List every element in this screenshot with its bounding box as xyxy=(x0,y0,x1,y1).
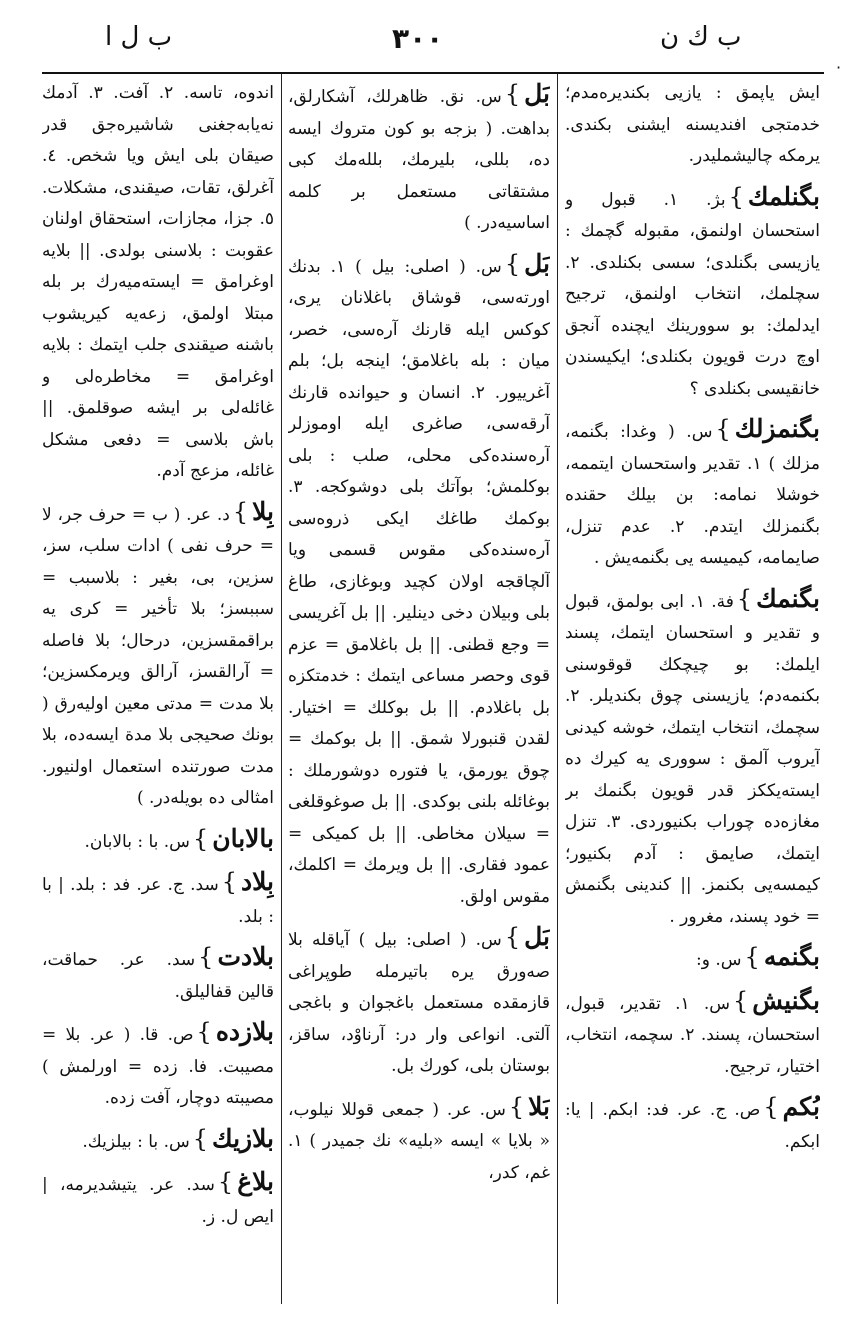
entry-body: قوشاق باغلانان يرى، كوكس ايلە قارنك آرەسى، خصر، ميان : بلە باغلامق؛ اينجە بل؛ بلم آغرييور. ٢. انسان و حيواندە قارنك آرقەسى، صاغرى ايلە اوموزلر آرەسندەكى محلى، صلب : بلى بوكلمش؛ بوآتك بلى دوشوكجە. ٣. بوكمك طاغك ايكى ذروەسى آرەسندەكى مقوس قسمى ويا آلچاقجە اولان كچيد وبوغازى، طاغ بلى وبيلان دخى دينلير. || بل آغريسى = وجع قطنى. || بل باغلامق = عزم قوى وحصر مساعى ايتمك : خدمتكزە بل باغلادم. || بل بوكلك = اختيار. لقدن قنبورلا شمق. || بل بوكمك = چوق يورمق، يا فتورە دوشورملك : بوغائلە بلنى بوكدى. || بل صوغوقلغى = سيلان مخاطى. || بل كميكى = عمود فقارى. || بل ويرمك = اكلمك، مقوس اولق. xyxy=(288,288,550,907)
dictionary-entry xyxy=(565,985,820,1084)
right-column xyxy=(565,78,820,1303)
dictionary-entry xyxy=(565,1091,820,1158)
entry-info: س. با : بيلزيك. xyxy=(82,1131,190,1152)
entry-brace: } xyxy=(196,1018,212,1046)
entry-info: ص. ج. عر. فد: ابكم. xyxy=(602,1100,761,1120)
entry-brace: } xyxy=(504,80,521,108)
left-column xyxy=(42,78,274,1303)
entry-info: بژ. ١. قبول و استحسان اولنمق، xyxy=(565,189,820,241)
entry-headword: بالابان xyxy=(212,823,274,853)
entry-headword: بِلاد xyxy=(241,867,274,896)
entry-info: س. ( وغدا: بگنمە، مزلك ) ١. تقدير xyxy=(565,422,820,474)
dictionary-entry xyxy=(288,1091,550,1190)
dictionary-entry xyxy=(42,823,274,859)
entry-brace: } xyxy=(198,943,214,971)
entry-brace: } xyxy=(504,249,521,278)
header-rule xyxy=(42,72,824,74)
entry-headword: بَل xyxy=(524,79,550,108)
header-left-letters: ب ل ا xyxy=(105,22,173,52)
entry-info: ص. قا. ( عر. بلا = مصيبت. فا. زدە = اورلمش ) مصيبتە دوچار، xyxy=(42,1025,274,1108)
entry-headword: بلاغ xyxy=(237,1167,274,1196)
entry-headword: بگنلمك xyxy=(747,181,820,211)
margin-mark: · xyxy=(836,58,842,77)
entry-brace: } xyxy=(728,182,744,211)
entry-headword: بگنمك xyxy=(756,583,820,613)
entry-headword: بُكم xyxy=(782,1092,820,1121)
dictionary-entry xyxy=(42,1166,274,1233)
column-divider-left xyxy=(281,74,282,1304)
entry-body: سچمە، انتخاب، اختيار، ترجيح. xyxy=(565,1025,820,1077)
entry-brace: } xyxy=(744,943,760,971)
entry-headword: بلازدە xyxy=(215,1017,274,1046)
entry-body: | با : بلد. xyxy=(42,875,274,927)
entry-info: س. و: xyxy=(696,950,742,970)
entry-info: س. با : بالابان. xyxy=(84,831,190,852)
header-right-letters: ب ك ن xyxy=(660,22,742,52)
entry-body: | يا: ابكم. xyxy=(565,1100,820,1152)
page-number: ٣٠٠ xyxy=(392,22,444,55)
dictionary-entry xyxy=(42,866,274,933)
entry-info: س. نق. ظاهرلك، آشكارلق، بداهت. xyxy=(288,87,550,139)
entry-brace: } xyxy=(192,1124,209,1153)
entry-brace: } xyxy=(763,1093,779,1121)
entry-info: سد. ج. عر. فد : بلد. xyxy=(70,875,219,895)
entry-body: آفت زدە. xyxy=(104,1088,170,1108)
entry-headword: بَلا xyxy=(528,1091,550,1121)
entry-info: سد. عر. حماقت، قالين قفاليلق. xyxy=(42,950,274,1002)
column-divider-right xyxy=(557,74,558,1304)
dictionary-entry xyxy=(565,941,820,977)
entry-info: سد. عر. يتيشديرمە، xyxy=(60,1175,215,1195)
dictionary-entry xyxy=(565,181,820,406)
entry-headword: بَل xyxy=(524,248,550,278)
entry-info: س. ١. تقدير، قبول، استحسان، پسند. ٢. xyxy=(565,993,820,1045)
dictionary-entry xyxy=(565,583,820,934)
entry-brace: } xyxy=(217,1168,234,1196)
entry-body: اندوه، تاسە. ٢. آفت. ٣. آدمك نەيابەجغنى شاشيرەجق قدر صيقان بلى ايش ويا شخص. ٤. آغرلق، تقات، صيقندى، مشكلات. ٥. جزا، مجازات، استحقاق اولنان عقوبت : بلاسنى بولدى. || بلايە اوغرامق = ايستەميەرك بر بلە مبتلا اولمق، زعەيە كيريشوب باشنە صيقندى جلب ايتمك : بلايە اوغرامق = مخاطرەلى و غائلەلى بر ايشە صوقلمق. || باش بلاسى = دفعى مشكل غائلە، مزعج آدم. xyxy=(42,83,274,481)
entry-body: سز، سزين، بى، بغير : بلاسبب = سببسز؛ بلا تأخير = كرى يە براقمقسزين، درحال؛ بلا فاصلە = آرالقسز، آرالق ويرمكسزين؛ بلا مدت = مدتى معين اوليەرق ( بونك صحيجى بلا مدة ايسەدە، بلا مدت صورتندە استعمال اولنيور. امثالى دە بويلەدر. ) xyxy=(42,536,274,808)
entry-brace: } xyxy=(232,497,249,526)
dictionary-entry xyxy=(42,941,274,1008)
entry-body: استحسان ايتمك، پسند ايلمك: بو چيچكك قوقوسنى بكنمەدم؛ يازيسنى چوق بكنديلر. ٢. سچمك، انتخاب ايتمك، خوشە كيدنى آيروب آلمق : سوورى يە كيرك دە ايستەيككز قدر قويون بگنمك بر مغازەدە چوراب بكنيوردى. ٣. تنزل ايتمك، صايمق : آدم بكنيور؛ كيمسەيى بكنمز. || كندينى بگنمش = خود پسند، مغرور . xyxy=(565,623,820,927)
entry-body: | ايص ل. ز. xyxy=(42,1175,274,1227)
entry-info: د. عر. ( ب = حرف جر، لا = حرف نفى ) ادات سلب، xyxy=(42,504,274,556)
entry-brace: } xyxy=(508,1092,525,1121)
entry-body: ايش ياپمق : يازيى بكنديرەمدم؛ خدمتجى افنديسنە ايشنى بكندى. يرمكە چاليشمليدر. xyxy=(565,83,820,166)
entry-brace: } xyxy=(221,868,237,896)
entry-brace: } xyxy=(192,824,209,853)
entry-brace: } xyxy=(736,584,753,613)
dictionary-entry xyxy=(288,921,550,1083)
middle-column xyxy=(288,78,550,1303)
dictionary-entry xyxy=(42,496,274,815)
entry-body: «بليه» نك جميدر ) ١. غم، كدر، xyxy=(288,1131,550,1183)
entry-headword: بِلا xyxy=(252,496,274,526)
entry-body: واستحسان ايتممە، خوشلا نمامە: بن بيلك حقندە بگنمزلك ايتدم. ٢. عدم تنزل، صايمامە، كيميسە يى بگنمەيش . xyxy=(565,453,820,568)
dictionary-entry xyxy=(288,248,550,914)
entry-headword: بلازيك xyxy=(212,1123,274,1153)
entry-body: مقبولە گچمك : يازيسى بگنلدى؛ سسى بكنلدى. ٢. سچلمك، انتخاب اولنمق، ترجيح ايدلمك: بو سوورينك ايچندە آنجق اوچ درت قويون بكنلدى؛ ايكيسندن خانقيسى بكنلدى ؟ xyxy=(565,221,820,399)
entry-info: س. ( اصلى: بيل ) ١. بدنك اورتەسى، xyxy=(288,256,550,308)
entry-info: فة. ١. ابى بولمق، قبول و تقدير و xyxy=(565,591,820,643)
entry-brace: } xyxy=(715,415,731,443)
entry-headword: بگنمزلك xyxy=(734,414,820,443)
dictionary-entry xyxy=(565,78,820,173)
dictionary-entry xyxy=(42,78,274,488)
entry-brace: } xyxy=(504,923,521,951)
entry-info: س. عر. ( جمعى قوللا نيلوب، « بلايا » ايسە xyxy=(288,1099,550,1151)
entry-body: صەورق يرە باتيرملە طوپراغى قازمقدە مستعمل باغجوان و باغجى آلتى. انواعى وار در: آرناوْد، ساقز، بوستان بلى، كورك بل. xyxy=(288,961,550,1076)
entry-brace: } xyxy=(732,986,749,1015)
entry-info: س. ( اصلى: بيل ) آياقلە بلا xyxy=(288,930,502,950)
entry-headword: بگنيش xyxy=(752,985,820,1015)
entry-headword: بگنمە xyxy=(763,942,820,971)
dictionary-entry xyxy=(288,78,550,240)
entry-headword: بَل xyxy=(524,922,550,951)
dictionary-entry xyxy=(42,1016,274,1115)
dictionary-entry xyxy=(42,1123,274,1159)
entry-body: ( بزجە بو كون متروك ايسە دە، بللى، بليرمك، بللەمك كبى مشتقاتى مستعمل بر كلمە اساسيەدر. ) xyxy=(288,118,550,233)
dictionary-entry xyxy=(565,413,820,575)
entry-headword: بلادت xyxy=(217,942,274,971)
